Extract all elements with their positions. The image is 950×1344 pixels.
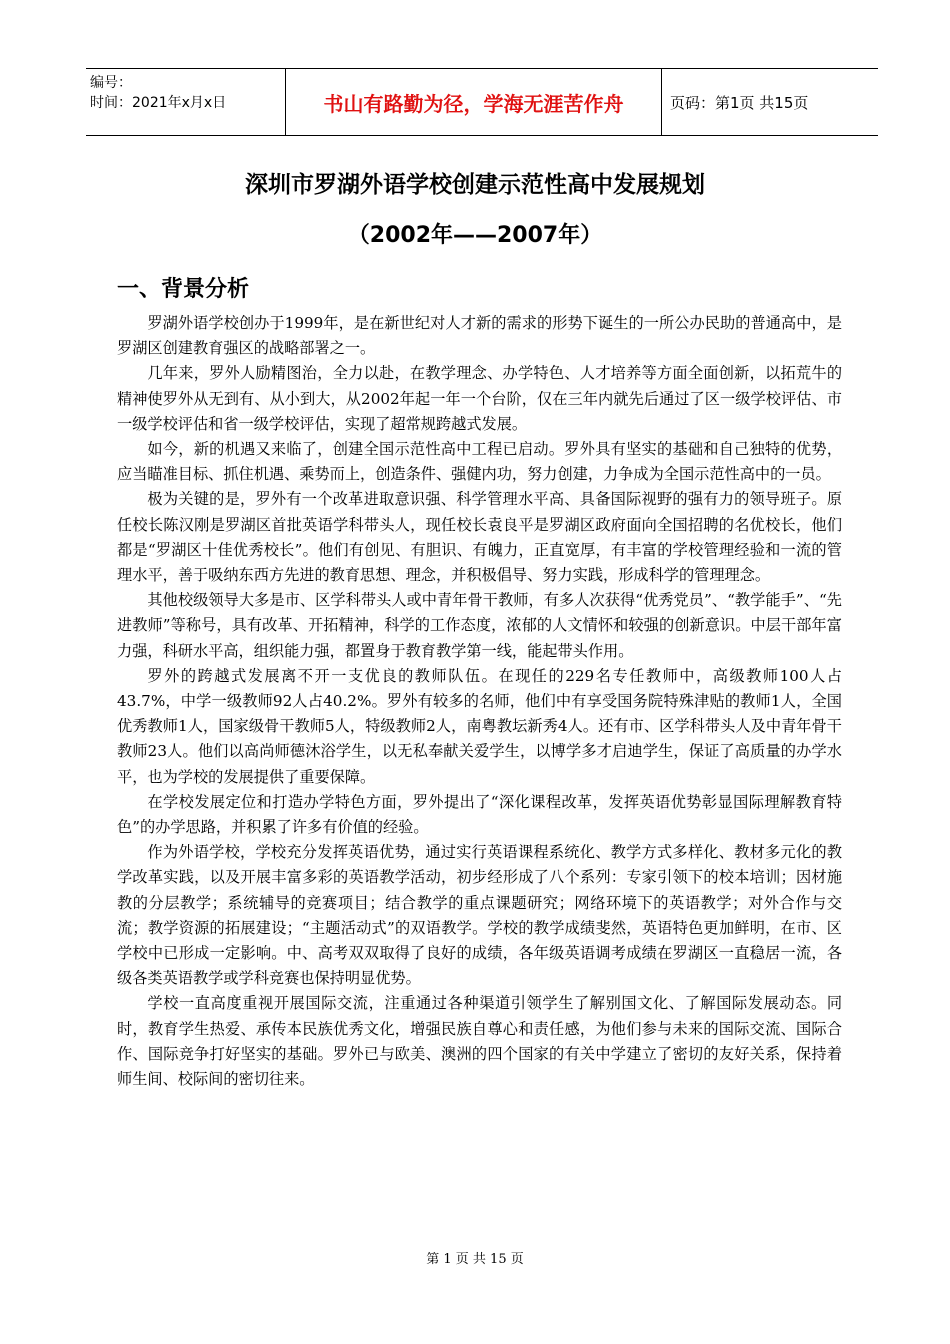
header-meta xyxy=(86,69,286,135)
section-heading: 一、背景分析 xyxy=(117,277,250,302)
paragraph: 如今，新的机遇又来临了，创建全国示范性高中工程已启动。罗外具有坚实的基础和自己独特的优势，应当瞄准目标、抓住机遇、乘势而上，创造条件、强健内功，努力创建，力争成为全国示范性高中的一员。 xyxy=(117,440,842,484)
paragraph: 罗外的跨越式发展离不开一支优良的教师队伍。在现任的229名专任教师中，高级教师100人占43.7%，中学一级教师92人占40.2%。罗外有较多的名师，他们中有享受国务院特殊津贴的教师1人，全国优秀教师1人，国家级骨干教师5人，特级教师2人，南粤教坛新秀4人。还有市、区学科带头人及中青年骨干教师23人。他们以高尚师德沐浴学生，以无私奉献关爱学生，以博学多才启迪学生，保证了高质量的办学水平，也为学校的发展提供了重要保障。 xyxy=(117,666,842,786)
paragraph: 罗湖外语学校创办于1999年，是在新世纪对人才新的需求的形势下诞生的一所公办民助的普通高中，是罗湖区创建教育强区的战略部署之一。 xyxy=(117,314,842,358)
header-table xyxy=(86,68,878,136)
paragraph: 在学校发展定位和打造办学特色方面，罗外提出了“深化课程改革，发挥英语优势彰显国际理解教育特色”的办学思路，并积累了许多有价值的经验。 xyxy=(117,792,842,837)
paragraph: 学校一直高度重视开展国际交流，注重通过各种渠道引领学生了解别国文化、了解国际发展动态。同时，教育学生热爱、承传本民族优秀文化，增强民族自尊心和责任感，为他们参与未来的国际交流、国际合作、国际竞争打好坚实的基础。罗外已与欧美、澳洲的四个国家的有关中学建立了密切的友好关系，保持着师生间、校际间的密切往来。 xyxy=(117,994,842,1089)
paragraph: 极为关键的是，罗外有一个改革进取意识强、科学管理水平高、具备国际视野的强有力的领导班子。原任校长陈汉刚是罗湖区首批英语学科带头人，现任校长袁良平是罗湖区政府面向全国招聘的名优校长，他们都是“罗湖区十佳优秀校长”。他们有创见、有胆识、有魄力，正直宽厚，有丰富的学校管理经验和一流的管理水平，善于吸纳东西方先进的教育思想、理念，并积极倡导、努力实践，形成科学的管理理念。 xyxy=(117,490,842,585)
page-info: 页码：第1页 共15页 xyxy=(670,93,809,112)
page-footer: 第 1 页 共 15 页 xyxy=(426,1252,524,1267)
document-title: 深圳市罗湖外语学校创建示范性高中发展规划 xyxy=(245,172,705,198)
paragraph: 作为外语学校，学校充分发挥英语优势，通过实行英语课程系统化、教学方式多样化、教材多元化的教学改革实践，以及开展丰富多彩的英语教学活动，初步经形成了八个系列：专家引领下的校本培训；因材施教的分层教学；系统辅导的竞赛项目；结合教学的重点课题研究；网络环境下的英语教学；对外合作与交流；教学资源的拓展建设；“主题活动式”的双语教学。学校的教学成绩斐然，英语特色更加鲜明，在市、区学校中已形成一定影响。中、高考双双取得了良好的成绩，各年级英语调考成绩在罗湖区一直稳居一流，各级各类英语教学或学科竞赛也保持明显优势。 xyxy=(117,843,842,988)
document-subtitle: （2002年——2007年） xyxy=(347,223,603,248)
document-body xyxy=(117,311,842,1092)
paragraph: 几年来，罗外人励精图治，全力以赴，在教学理念、办学特色、人才培养等方面全面创新，以拓荒牛的精神使罗外从无到有、从小到大，从2002年起一年一个台阶，仅在三年内就先后通过了区一级学校评估、市一级学校评估和省一级学校评估，实现了超常规跨越式发展。 xyxy=(117,364,842,433)
motto: 书山有路勤为径，学海无涯苦作舟 xyxy=(286,69,662,135)
number-label: 编号： xyxy=(90,75,132,91)
paragraph: 其他校级领导大多是市、区学科带头人或中青年骨干教师，有多人次获得“优秀党员”、“教学能手”、“先进教师”等称号，具有改革、开拓精神，科学的工作态度，浓郁的人文情怀和较强的创新意识。中层干部年富力强，科研水平高，组织能力强，都置身于教育教学第一线，能起带头作用。 xyxy=(117,591,842,660)
time-label: 时间：2021年x月x日 xyxy=(90,95,227,111)
